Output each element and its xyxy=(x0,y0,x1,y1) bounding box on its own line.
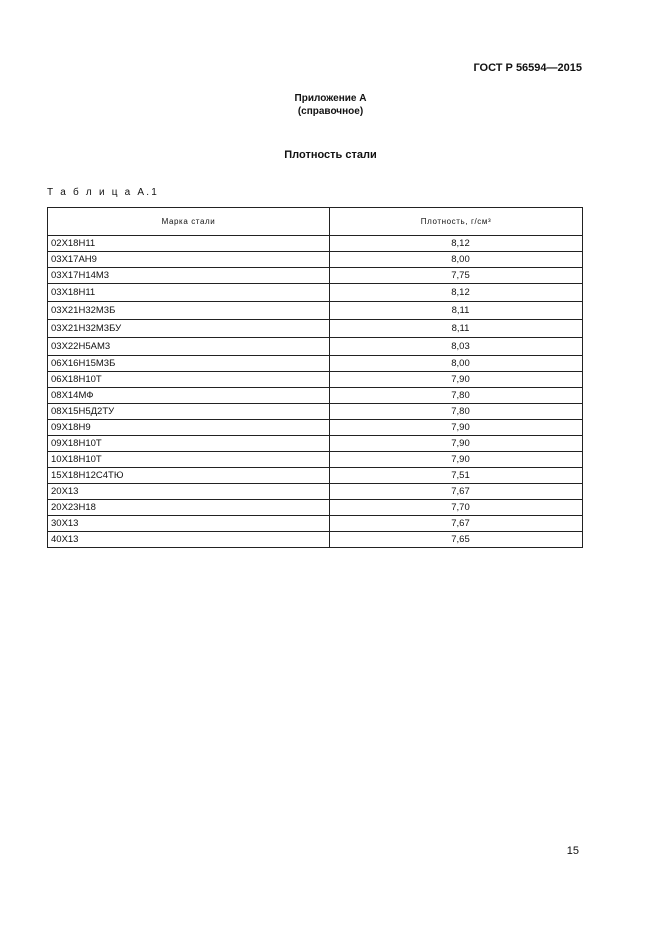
density-cell: 8,00 xyxy=(330,252,583,268)
density-cell: 7,90 xyxy=(330,420,583,436)
table-row xyxy=(48,500,583,516)
density-cell: 7,67 xyxy=(330,484,583,500)
table-row xyxy=(48,302,583,320)
page-number: 15 xyxy=(566,845,579,857)
steel-grade-cell: 03Х21Н32М3БУ xyxy=(48,320,330,338)
table-row xyxy=(48,320,583,338)
density-cell: 7,70 xyxy=(330,500,583,516)
appendix-title: Приложение А xyxy=(294,93,367,104)
steel-grade-cell: 06Х18Н10Т xyxy=(48,372,330,388)
standard-number: ГОСТ Р 56594—2015 xyxy=(473,62,582,74)
column-header-grade: Марка стали xyxy=(48,208,330,236)
density-cell: 8,12 xyxy=(330,284,583,302)
steel-grade-cell: 10Х18Н10Т xyxy=(48,452,330,468)
table-row xyxy=(48,436,583,452)
density-cell: 7,67 xyxy=(330,516,583,532)
table-row xyxy=(48,388,583,404)
steel-grade-cell: 30Х13 xyxy=(48,516,330,532)
table-row xyxy=(48,252,583,268)
table-row xyxy=(48,420,583,436)
table-row xyxy=(48,356,583,372)
table-row xyxy=(48,404,583,420)
table-header-row xyxy=(48,208,583,236)
table-row xyxy=(48,484,583,500)
steel-grade-cell: 20Х13 xyxy=(48,484,330,500)
steel-grade-cell: 08Х15Н5Д2ТУ xyxy=(48,404,330,420)
steel-grade-cell: 20Х23Н18 xyxy=(48,500,330,516)
steel-grade-cell: 03Х21Н32М3Б xyxy=(48,302,330,320)
table-row xyxy=(48,372,583,388)
density-cell: 8,11 xyxy=(330,302,583,320)
steel-grade-cell: 03Х17Н14М3 xyxy=(48,268,330,284)
density-cell: 7,75 xyxy=(330,268,583,284)
density-cell: 7,80 xyxy=(330,388,583,404)
steel-grade-cell: 15Х18Н12С4ТЮ xyxy=(48,468,330,484)
steel-grade-cell: 06Х16Н15М3Б xyxy=(48,356,330,372)
density-cell: 7,90 xyxy=(330,436,583,452)
steel-grade-cell: 03Х22Н5АМ3 xyxy=(48,338,330,356)
table-row xyxy=(48,468,583,484)
density-cell: 7,80 xyxy=(330,404,583,420)
column-header-density: Плотность, г/см³ xyxy=(330,208,583,236)
steel-grade-cell: 02Х18Н11 xyxy=(48,236,330,252)
table-row xyxy=(48,268,583,284)
steel-grade-cell: 40Х13 xyxy=(48,532,330,548)
steel-grade-cell: 09Х18Н10Т xyxy=(48,436,330,452)
density-cell: 8,11 xyxy=(330,320,583,338)
density-cell: 8,12 xyxy=(330,236,583,252)
steel-grade-cell: 08Х14МФ xyxy=(48,388,330,404)
appendix-heading xyxy=(0,92,661,118)
document-title: Плотность стали xyxy=(284,149,377,161)
density-cell: 8,00 xyxy=(330,356,583,372)
table-row xyxy=(48,338,583,356)
table-row xyxy=(48,284,583,302)
density-cell: 7,51 xyxy=(330,468,583,484)
steel-density-table xyxy=(47,207,583,548)
density-cell: 7,90 xyxy=(330,372,583,388)
density-cell: 7,65 xyxy=(330,532,583,548)
table-row xyxy=(48,516,583,532)
table-body xyxy=(48,236,583,548)
table-row xyxy=(48,532,583,548)
density-cell: 7,90 xyxy=(330,452,583,468)
table-caption: Т а б л и ц а А.1 xyxy=(47,187,159,198)
steel-grade-cell: 09Х18Н9 xyxy=(48,420,330,436)
steel-grade-cell: 03Х17АН9 xyxy=(48,252,330,268)
table-row xyxy=(48,236,583,252)
appendix-subtitle: (справочное) xyxy=(297,106,364,117)
steel-grade-cell: 03Х18Н11 xyxy=(48,284,330,302)
table-row xyxy=(48,452,583,468)
density-cell: 8,03 xyxy=(330,338,583,356)
